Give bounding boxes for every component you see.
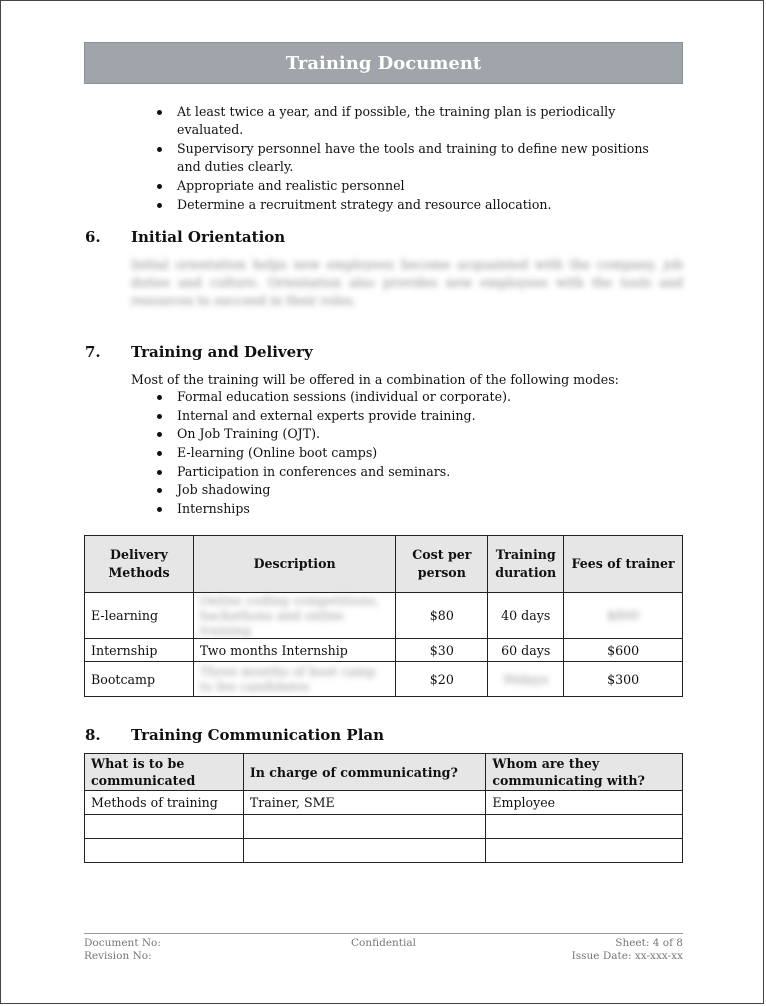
- blurred-paragraph: Initial orientation helps new employees become acquainted with the company, job duties and culture. Orientation also provides new employees with the tools and resources to succeed in their roles.: [131, 257, 683, 308]
- table-cell: Methods of training: [85, 791, 244, 815]
- training-modes-intro: Most of the training will be offered in a combination of the following modes:: [131, 372, 619, 387]
- column-header: Whom are they communicating with?: [486, 754, 683, 791]
- column-header: Description: [193, 536, 396, 593]
- list-item: Formal education sessions (individual or corporate).: [153, 388, 653, 406]
- table-cell: [85, 815, 244, 839]
- table-cell: $300: [564, 662, 683, 697]
- table-cell: $600: [564, 639, 683, 662]
- revision-number-label: Revision No:: [84, 950, 152, 962]
- training-modes-list: [153, 388, 653, 519]
- page-footer: [84, 933, 683, 963]
- table-cell: [85, 839, 244, 863]
- section-number: 8.: [85, 726, 101, 744]
- column-header: Cost per person: [396, 536, 488, 593]
- sheet-number: Sheet: 4 of 8: [615, 937, 683, 949]
- section-6-heading: [85, 228, 285, 246]
- table-row: [85, 662, 683, 697]
- table-row: [85, 839, 683, 863]
- table-cell: [243, 815, 486, 839]
- section-8-heading: [85, 726, 384, 744]
- blurred-cell: Three months of boot camp to fee candidates: [193, 662, 396, 697]
- document-title-banner: [84, 42, 683, 84]
- list-item: Appropriate and realistic personnel: [153, 177, 673, 195]
- list-item: Determine a recruitment strategy and resource allocation.: [153, 196, 673, 214]
- blurred-cell: 90days: [488, 662, 564, 697]
- table-cell: [243, 839, 486, 863]
- section-title: Training and Delivery: [131, 343, 313, 361]
- table-cell: $30: [396, 639, 488, 662]
- table-cell: Trainer, SME: [243, 791, 486, 815]
- column-header: Training duration: [488, 536, 564, 593]
- table-row: [85, 639, 683, 662]
- list-item: On Job Training (OJT).: [153, 425, 653, 443]
- table-cell: [486, 815, 683, 839]
- evaluation-bullet-list: [153, 103, 673, 215]
- table-cell: Internship: [85, 639, 194, 662]
- column-header: In charge of communicating?: [243, 754, 486, 791]
- table-cell: Employee: [486, 791, 683, 815]
- column-header: Delivery Methods: [85, 536, 194, 593]
- list-item: Job shadowing: [153, 481, 653, 499]
- table-cell: 40 days: [488, 593, 564, 639]
- section-number: 6.: [85, 228, 101, 246]
- delivery-methods-table: [84, 535, 683, 697]
- table-cell: [486, 839, 683, 863]
- table-header-row: [85, 754, 683, 791]
- section-title: Initial Orientation: [131, 228, 286, 246]
- communication-plan-table: [84, 753, 683, 863]
- confidential-label: Confidential: [350, 937, 416, 949]
- table-row: [85, 815, 683, 839]
- list-item: Supervisory personnel have the tools and training to define new positions and duties clearly.: [153, 140, 673, 176]
- table-cell: Bootcamp: [85, 662, 194, 697]
- table-cell: Two months Internship: [193, 639, 396, 662]
- blurred-cell: Online coding competitions, hackathons and online training: [193, 593, 396, 639]
- column-header: Fees of trainer: [564, 536, 683, 593]
- blurred-cell: $800: [564, 593, 683, 639]
- document-title: Training Document: [285, 52, 482, 74]
- list-item: Internal and external experts provide training.: [153, 407, 653, 425]
- table-cell: $20: [396, 662, 488, 697]
- table-cell: 60 days: [488, 639, 564, 662]
- document-number-label: Document No:: [84, 937, 161, 949]
- issue-date: Issue Date: xx-xxx-xx: [571, 950, 683, 962]
- list-item: E-learning (Online boot camps): [153, 444, 653, 462]
- list-item: At least twice a year, and if possible, the training plan is periodically evaluated.: [153, 103, 673, 139]
- section-7-heading: [85, 343, 313, 361]
- table-row: [85, 791, 683, 815]
- table-header-row: [85, 536, 683, 593]
- table-cell: $80: [396, 593, 488, 639]
- table-row: [85, 593, 683, 639]
- table-cell: E-learning: [85, 593, 194, 639]
- list-item: Participation in conferences and seminars.: [153, 463, 653, 481]
- section-number: 7.: [85, 343, 101, 361]
- column-header: What is to be communicated: [85, 754, 244, 791]
- section-title: Training Communication Plan: [131, 726, 385, 744]
- list-item: Internships: [153, 500, 653, 518]
